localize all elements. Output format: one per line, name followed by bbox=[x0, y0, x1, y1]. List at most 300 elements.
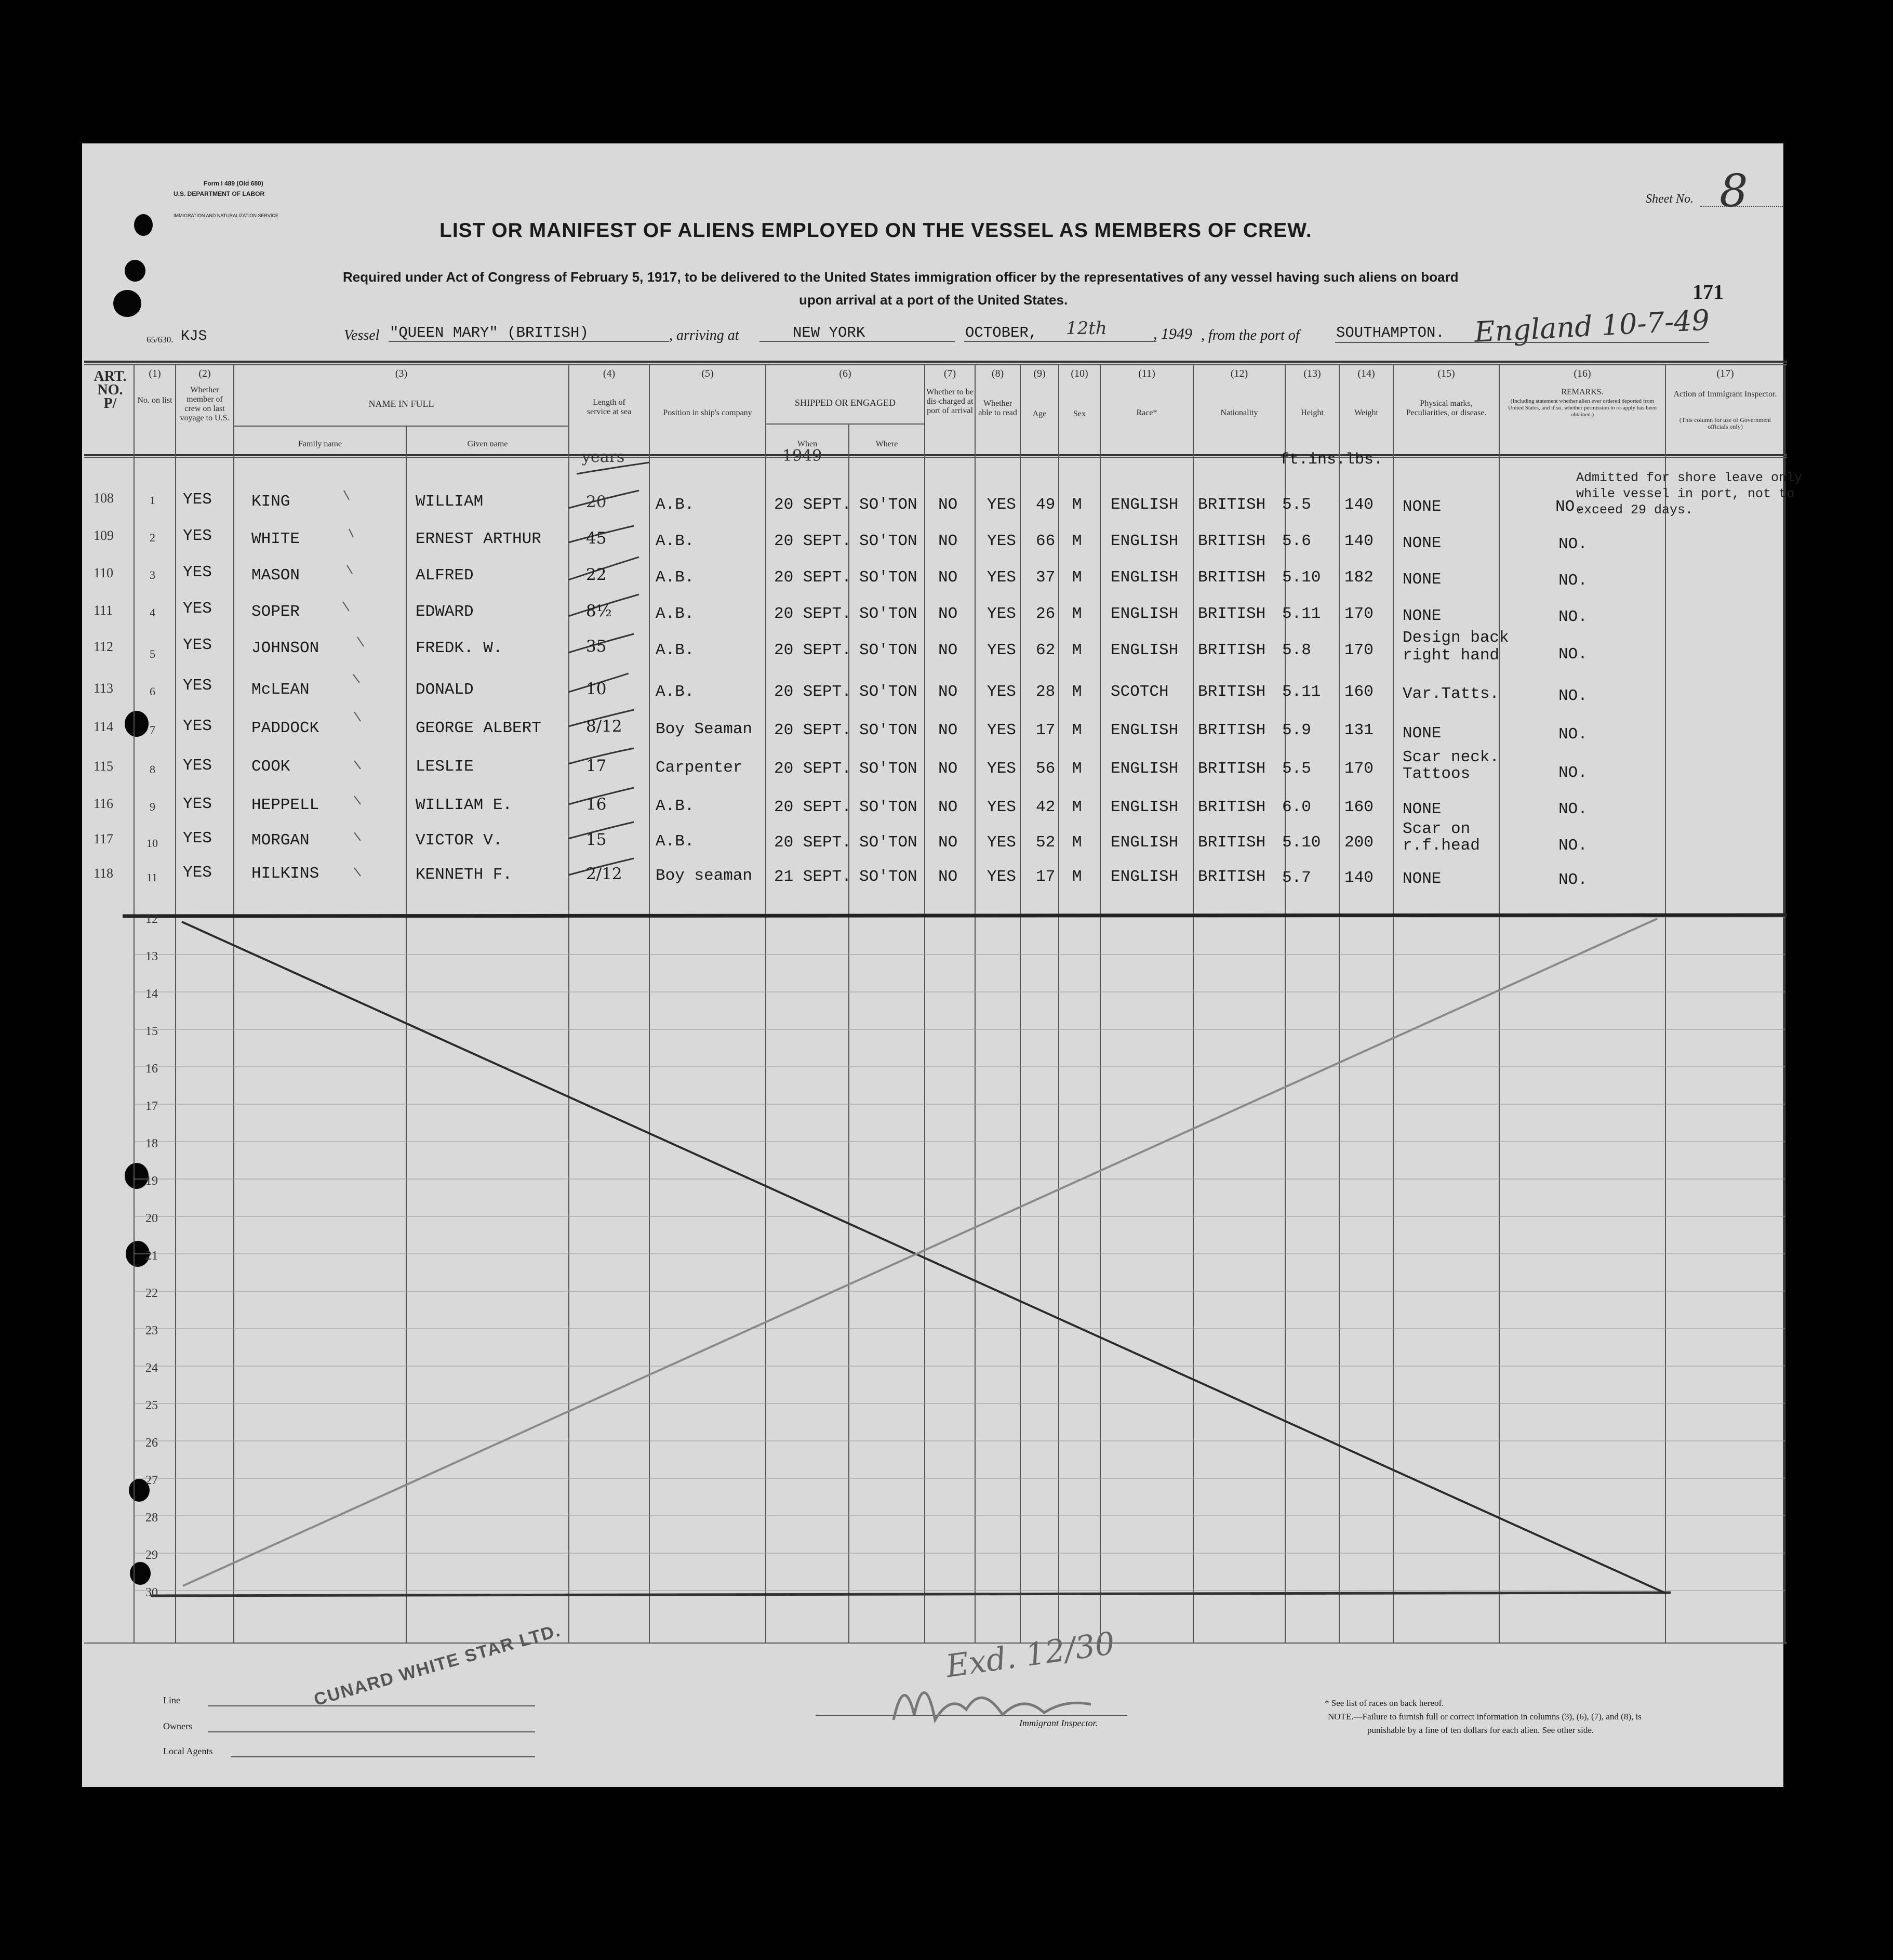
header-num-17: (17) bbox=[1716, 368, 1734, 379]
position: A.B. bbox=[656, 496, 695, 514]
shipped-where: SO'TON bbox=[859, 532, 917, 550]
given-name: WILLIAM bbox=[416, 493, 484, 511]
art-number: 118 bbox=[94, 866, 114, 881]
header-num-9: (9) bbox=[1033, 368, 1046, 379]
position: Boy seaman bbox=[656, 867, 753, 885]
shipped-where: SO'TON bbox=[859, 683, 917, 701]
age: 28 bbox=[1036, 683, 1056, 701]
vessel-label: Vessel bbox=[344, 327, 380, 343]
race: ENGLISH bbox=[1111, 496, 1179, 514]
header-num-16: (16) bbox=[1574, 368, 1591, 379]
list-number: 8 bbox=[150, 763, 155, 776]
line-number: 14 bbox=[145, 987, 158, 1001]
sex: M bbox=[1072, 641, 1082, 659]
nationality: BRITISH bbox=[1198, 721, 1266, 739]
race: ENGLISH bbox=[1111, 760, 1179, 778]
position: A.B. bbox=[656, 797, 695, 815]
remarks: NO. bbox=[1558, 764, 1588, 782]
art-number: 116 bbox=[94, 796, 114, 811]
physical-marks: Scar neck. bbox=[1403, 748, 1500, 766]
weight: 140 bbox=[1344, 869, 1374, 887]
art-number: 114 bbox=[94, 719, 114, 734]
weight: 170 bbox=[1344, 641, 1374, 659]
line-number: 15 bbox=[145, 1025, 158, 1038]
service-length: 8/12 bbox=[586, 717, 622, 736]
given-name: ALFRED bbox=[416, 566, 474, 585]
family-name: HEPPELL bbox=[251, 796, 319, 814]
footer-note-penalty: NOTE.—Failure to furnish full or correct information in columns (3), (6), (7), and (8), is bbox=[1328, 1712, 1642, 1721]
handwritten-origin-date: England 10-7-49 bbox=[1473, 303, 1711, 349]
art-number: 115 bbox=[94, 759, 114, 774]
height: 5.6 bbox=[1282, 532, 1311, 550]
able-to-read: YES bbox=[987, 683, 1016, 701]
line-number: 21 bbox=[145, 1249, 158, 1263]
shipped-where: SO'TON bbox=[859, 760, 917, 778]
sex: M bbox=[1072, 683, 1082, 701]
service-length: 15 bbox=[586, 830, 607, 849]
discharged: NO bbox=[938, 605, 958, 623]
header-inspector-action: Action of Immigrant Inspector. bbox=[1673, 390, 1777, 399]
height: 5.9 bbox=[1282, 721, 1311, 739]
age: 62 bbox=[1036, 641, 1056, 659]
form-number: Form I 489 (Old 680) bbox=[204, 180, 263, 187]
family-name: WHITE bbox=[251, 530, 300, 548]
arrival-month: OCTOBER, bbox=[965, 324, 1038, 341]
arriving-label: , arriving at bbox=[669, 327, 739, 343]
discharged: NO bbox=[938, 833, 958, 852]
line-number: 26 bbox=[145, 1436, 158, 1450]
nationality: BRITISH bbox=[1198, 833, 1266, 852]
list-number: 2 bbox=[150, 531, 155, 544]
height: 6.0 bbox=[1282, 798, 1311, 816]
weight: 182 bbox=[1344, 568, 1374, 587]
service-length: 10 bbox=[586, 680, 607, 698]
list-number: 7 bbox=[150, 723, 155, 736]
given-name: ERNEST ARTHUR bbox=[416, 530, 541, 548]
crew-last-voyage: YES bbox=[183, 717, 212, 735]
footer-note-penalty-2: punishable by a fine of ten dollars for each alien. See other side. bbox=[1367, 1725, 1594, 1735]
shipped-when: 20 SEPT. bbox=[774, 568, 851, 587]
page-title: LIST OR MANIFEST OF ALIENS EMPLOYED ON THE VESSEL AS MEMBERS OF CREW. bbox=[439, 219, 1312, 242]
sex: M bbox=[1072, 868, 1082, 886]
crew-last-voyage: YES bbox=[183, 563, 212, 581]
vessel-name: "QUEEN MARY" (BRITISH) bbox=[390, 324, 589, 341]
race: ENGLISH bbox=[1111, 568, 1179, 587]
art-number: 110 bbox=[94, 565, 114, 580]
weight: 200 bbox=[1344, 833, 1374, 852]
shipped-when: 20 SEPT. bbox=[774, 532, 851, 550]
footer-owners-label: Owners bbox=[163, 1721, 192, 1731]
header-length-of-service: Length of service at sea bbox=[586, 398, 632, 416]
age: 42 bbox=[1036, 798, 1056, 816]
crew-last-voyage: YES bbox=[183, 829, 212, 847]
line-number: 29 bbox=[145, 1548, 158, 1562]
list-number: 9 bbox=[150, 800, 155, 813]
remark-shore-leave: Admitted for shore leave only while vessel in port, not to exceed 29 days. bbox=[1576, 470, 1803, 518]
height: 5.5 bbox=[1282, 496, 1311, 514]
age: 26 bbox=[1036, 605, 1056, 623]
list-number: 3 bbox=[150, 568, 155, 581]
physical-marks: NONE bbox=[1403, 607, 1442, 625]
sex: M bbox=[1072, 568, 1082, 587]
discharged: NO bbox=[938, 568, 958, 587]
shipped-when: 20 SEPT. bbox=[774, 496, 851, 514]
shipped-when: 21 SEPT. bbox=[774, 868, 851, 886]
physical-marks: Design back bbox=[1403, 629, 1509, 647]
able-to-read: YES bbox=[987, 833, 1016, 852]
header-sex: Sex bbox=[1073, 409, 1086, 418]
remarks: NO. bbox=[1558, 572, 1588, 590]
shipped-where: SO'TON bbox=[859, 798, 917, 816]
physical-marks: NONE bbox=[1403, 724, 1442, 743]
able-to-read: YES bbox=[987, 721, 1016, 739]
discharged: NO bbox=[938, 760, 958, 778]
age: 56 bbox=[1036, 760, 1056, 778]
arrival-year: , 1949 bbox=[1153, 325, 1192, 342]
height: 5.11 bbox=[1282, 683, 1321, 701]
sex: M bbox=[1072, 798, 1082, 816]
list-number: 10 bbox=[146, 837, 158, 850]
given-name: DONALD bbox=[416, 681, 474, 699]
sex: M bbox=[1072, 833, 1082, 852]
physical-marks: Scar on bbox=[1403, 820, 1471, 838]
header-position: Position in ship's company bbox=[663, 408, 752, 417]
nationality: BRITISH bbox=[1198, 641, 1266, 659]
footer-note-races: * See list of races on back hereof. bbox=[1325, 1698, 1444, 1708]
footer-line-rule bbox=[208, 1705, 535, 1706]
able-to-read: YES bbox=[987, 532, 1016, 550]
nationality: BRITISH bbox=[1198, 868, 1266, 886]
nationality: BRITISH bbox=[1198, 683, 1266, 701]
family-name: JOHNSON bbox=[251, 639, 319, 657]
able-to-read: YES bbox=[987, 568, 1016, 587]
line-number: 23 bbox=[145, 1324, 158, 1337]
header-remarks-note: (Including statement whether alien ever ordered deported from United States, and if so, whether permission to re-apply has been obtained.) bbox=[1508, 398, 1657, 418]
sheet-number: 8 bbox=[1719, 165, 1748, 217]
header-height: Height bbox=[1301, 408, 1324, 417]
age: 52 bbox=[1036, 833, 1056, 852]
remarks: NO. bbox=[1558, 535, 1588, 553]
physical-marks: NONE bbox=[1403, 571, 1442, 589]
family-name: MORGAN bbox=[251, 831, 310, 850]
service-length: 16 bbox=[586, 795, 607, 814]
header-num-15: (15) bbox=[1437, 368, 1455, 379]
physical-marks: Var.Tatts. bbox=[1403, 685, 1500, 703]
position: Boy Seaman bbox=[656, 720, 753, 738]
race: ENGLISH bbox=[1111, 868, 1179, 886]
header-num-7: (7) bbox=[943, 368, 956, 379]
sex: M bbox=[1072, 760, 1082, 778]
height: 5.7 bbox=[1282, 869, 1311, 887]
shipped-where: SO'TON bbox=[859, 496, 917, 514]
shipped-when: 20 SEPT. bbox=[774, 798, 851, 816]
header-num-1: (1) bbox=[149, 368, 161, 379]
given-name: KENNETH F. bbox=[416, 866, 513, 884]
shipped-where: SO'TON bbox=[859, 568, 917, 587]
position: Carpenter bbox=[656, 759, 743, 777]
given-name: FREDK. W. bbox=[416, 639, 503, 657]
unit-years: years bbox=[582, 448, 625, 466]
discharged: NO bbox=[938, 641, 958, 659]
line-number: 17 bbox=[145, 1100, 158, 1113]
cunard-stamp: CUNARD WHITE STAR LTD. bbox=[312, 1620, 563, 1710]
sex: M bbox=[1072, 532, 1082, 550]
header-age: Age bbox=[1032, 409, 1047, 418]
shipped-when: 20 SEPT. bbox=[774, 721, 851, 739]
remarks: NO. bbox=[1555, 498, 1584, 516]
crew-last-voyage: YES bbox=[183, 757, 212, 775]
from-port-label: , from the port of bbox=[1201, 327, 1300, 343]
art-number: 108 bbox=[94, 491, 114, 506]
height: 5.10 bbox=[1282, 833, 1321, 852]
file-reference: 65/630. bbox=[146, 335, 174, 345]
physical-marks: NONE bbox=[1403, 498, 1442, 516]
header-num-10: (10) bbox=[1071, 368, 1088, 379]
discharged: NO bbox=[938, 868, 958, 886]
shipped-where: SO'TON bbox=[859, 868, 917, 886]
sheet-label: Sheet No. bbox=[1646, 192, 1694, 206]
line-number: 12 bbox=[145, 912, 158, 926]
header-given-name: Given name bbox=[467, 440, 508, 448]
given-name: GEORGE ALBERT bbox=[416, 719, 541, 737]
line-number: 19 bbox=[145, 1174, 158, 1188]
discharged: NO bbox=[938, 683, 958, 701]
shipped-when: 20 SEPT. bbox=[774, 605, 851, 623]
footer-agents-label: Local Agents bbox=[163, 1746, 213, 1756]
subtitle-line-2: upon arrival at a port of the United States. bbox=[799, 292, 1068, 308]
header-able-to-read: Whether able to read bbox=[978, 399, 1017, 417]
remarks: NO. bbox=[1558, 800, 1588, 818]
header-no-on-list: No. on list bbox=[137, 396, 172, 405]
nationality: BRITISH bbox=[1198, 605, 1266, 623]
family-name: HILKINS bbox=[251, 865, 319, 883]
header-crew-last-voyage: Whether member of crew on last voyage to U.S. bbox=[180, 386, 230, 422]
line-number: 20 bbox=[145, 1212, 158, 1225]
footer-owners-rule bbox=[208, 1731, 535, 1732]
age: 37 bbox=[1036, 568, 1056, 587]
physical-marks: NONE bbox=[1403, 870, 1442, 888]
shipped-when: 20 SEPT. bbox=[774, 683, 851, 701]
height: 5.5 bbox=[1282, 760, 1311, 778]
height: 5.8 bbox=[1282, 641, 1311, 659]
header-where: Where bbox=[875, 440, 898, 448]
age: 49 bbox=[1036, 496, 1056, 514]
header-num-5: (5) bbox=[701, 368, 714, 379]
physical-marks: NONE bbox=[1403, 534, 1442, 552]
header-art-no: ART. NO. P/ bbox=[94, 368, 127, 412]
line-number: 24 bbox=[145, 1361, 158, 1375]
unit-height-weight: ft.ins.lbs. bbox=[1280, 451, 1383, 469]
weight: 160 bbox=[1344, 683, 1374, 701]
position: A.B. bbox=[656, 605, 695, 623]
able-to-read: YES bbox=[987, 605, 1016, 623]
shipped-when: 20 SEPT. bbox=[774, 760, 851, 778]
header-physical-marks: Physical marks, Peculiarities, or disease. bbox=[1406, 399, 1487, 417]
header-weight: Weight bbox=[1354, 408, 1378, 417]
remarks: NO. bbox=[1558, 687, 1588, 705]
physical-marks: NONE bbox=[1403, 800, 1442, 818]
position: A.B. bbox=[656, 568, 695, 587]
service-length: 8½ bbox=[586, 602, 612, 620]
position: A.B. bbox=[656, 532, 695, 550]
service-length: 35 bbox=[586, 637, 607, 656]
header-num-13: (13) bbox=[1303, 368, 1321, 379]
family-name: MASON bbox=[251, 566, 300, 585]
position: A.B. bbox=[656, 641, 695, 659]
shipped-where: SO'TON bbox=[859, 721, 917, 739]
arrival-port: NEW YORK bbox=[793, 324, 865, 341]
weight: 160 bbox=[1344, 798, 1374, 816]
shipped-when: 20 SEPT. bbox=[774, 641, 851, 659]
crew-last-voyage: YES bbox=[183, 527, 212, 545]
from-port: SOUTHAMPTON. bbox=[1336, 324, 1445, 341]
remarks: NO. bbox=[1558, 837, 1588, 855]
line-number: 18 bbox=[145, 1137, 158, 1150]
art-number: 109 bbox=[94, 528, 114, 543]
weight: 131 bbox=[1344, 721, 1374, 739]
list-number: 6 bbox=[150, 685, 155, 698]
inspector-label: Immigrant Inspector. bbox=[1019, 1718, 1098, 1728]
discharged: NO bbox=[938, 532, 958, 550]
weight: 170 bbox=[1344, 605, 1374, 623]
weight: 140 bbox=[1344, 532, 1374, 550]
list-number: 11 bbox=[146, 871, 158, 884]
crew-last-voyage: YES bbox=[183, 491, 212, 509]
art-number: 113 bbox=[94, 681, 114, 696]
able-to-read: YES bbox=[987, 496, 1016, 514]
crew-last-voyage: YES bbox=[183, 600, 212, 618]
line-number: 25 bbox=[145, 1399, 158, 1412]
given-name: WILLIAM E. bbox=[416, 796, 513, 814]
given-name: LESLIE bbox=[416, 758, 474, 776]
footer-line-label: Line bbox=[163, 1695, 180, 1705]
service-length: 20 bbox=[586, 493, 607, 511]
header-num-6: (6) bbox=[839, 368, 851, 379]
nationality: BRITISH bbox=[1198, 496, 1266, 514]
nationality: BRITISH bbox=[1198, 568, 1266, 587]
shipped-where: SO'TON bbox=[859, 641, 917, 659]
able-to-read: YES bbox=[987, 868, 1016, 886]
service-length: 17 bbox=[586, 757, 607, 775]
header-name-in-full: NAME IN FULL bbox=[368, 399, 434, 409]
position: A.B. bbox=[656, 683, 695, 701]
art-number: 111 bbox=[94, 603, 113, 618]
list-number: 4 bbox=[150, 606, 155, 619]
family-name: COOK bbox=[251, 758, 290, 776]
line-number: 22 bbox=[145, 1287, 158, 1300]
age: 17 bbox=[1036, 721, 1056, 739]
sex: M bbox=[1072, 721, 1082, 739]
line-number: 27 bbox=[145, 1474, 158, 1487]
remarks: NO. bbox=[1558, 608, 1588, 626]
header-when: When bbox=[797, 440, 818, 448]
footer-agents-rule bbox=[231, 1756, 535, 1757]
service-length: 45 bbox=[586, 529, 607, 548]
weight: 140 bbox=[1344, 496, 1374, 514]
list-number: 5 bbox=[150, 647, 155, 660]
sex: M bbox=[1072, 496, 1082, 514]
family-name: SOPER bbox=[251, 603, 300, 621]
remarks: NO. bbox=[1558, 871, 1588, 889]
remarks: NO. bbox=[1558, 645, 1588, 664]
discharged: NO bbox=[938, 496, 958, 514]
physical-marks-line-2: right hand bbox=[1403, 646, 1500, 665]
sex: M bbox=[1072, 605, 1082, 623]
shipped-where: SO'TON bbox=[859, 833, 917, 852]
header-num-12: (12) bbox=[1230, 368, 1248, 379]
header-num-3: (3) bbox=[395, 368, 408, 379]
race: SCOTCH bbox=[1111, 683, 1169, 701]
arrival-day: 12th bbox=[1066, 318, 1107, 339]
race: ENGLISH bbox=[1111, 798, 1179, 816]
age: 66 bbox=[1036, 532, 1056, 550]
crew-last-voyage: YES bbox=[183, 864, 212, 882]
discharged: NO bbox=[938, 721, 958, 739]
able-to-read: YES bbox=[987, 641, 1016, 659]
nationality: BRITISH bbox=[1198, 798, 1266, 816]
list-number: 1 bbox=[150, 494, 155, 507]
given-name: EDWARD bbox=[416, 603, 474, 621]
weight: 170 bbox=[1344, 760, 1374, 778]
height: 5.10 bbox=[1282, 568, 1321, 587]
family-name: McLEAN bbox=[251, 681, 310, 699]
header-num-4: (4) bbox=[603, 368, 616, 379]
header-num-2: (2) bbox=[198, 368, 211, 379]
nationality: BRITISH bbox=[1198, 532, 1266, 550]
unit-year-shipped: 1949 bbox=[782, 447, 822, 465]
shipped-where: SO'TON bbox=[859, 605, 917, 623]
race: ENGLISH bbox=[1111, 641, 1179, 659]
subtitle-line-1: Required under Act of Congress of February 5, 1917, to be delivered to the United States immigration officer by the representatives of any vessel having such aliens on board bbox=[343, 269, 1459, 285]
stamp-number: 171 bbox=[1692, 280, 1724, 303]
header-num-14: (14) bbox=[1357, 368, 1375, 379]
able-to-read: YES bbox=[987, 760, 1016, 778]
age: 17 bbox=[1036, 868, 1056, 886]
line-number: 30 bbox=[145, 1586, 158, 1599]
race: ENGLISH bbox=[1111, 532, 1179, 550]
header-discharged: Whether to be dis-charged at port of arrival bbox=[926, 388, 974, 415]
line-number: 16 bbox=[145, 1062, 158, 1076]
height: 5.11 bbox=[1282, 605, 1321, 623]
service-length: 2/12 bbox=[586, 865, 622, 883]
nationality: BRITISH bbox=[1198, 760, 1266, 778]
service-name: IMMIGRATION AND NATURALIZATION SERVICE bbox=[174, 213, 278, 218]
department-name: U.S. DEPARTMENT OF LABOR bbox=[174, 190, 265, 197]
clerk-initials: KJS bbox=[181, 328, 207, 345]
shipped-when: 20 SEPT. bbox=[774, 833, 851, 852]
header-num-8: (8) bbox=[991, 368, 1004, 379]
art-number: 117 bbox=[94, 831, 114, 846]
physical-marks-line-2: r.f.head bbox=[1403, 837, 1480, 855]
physical-marks-line-2: Tattoos bbox=[1403, 765, 1471, 783]
crew-last-voyage: YES bbox=[183, 795, 212, 813]
position: A.B. bbox=[656, 832, 695, 851]
art-number: 112 bbox=[94, 639, 114, 654]
header-num-11: (11) bbox=[1138, 368, 1155, 379]
crew-last-voyage: YES bbox=[183, 677, 212, 695]
family-name: PADDOCK bbox=[251, 719, 319, 737]
header-family-name: Family name bbox=[298, 440, 342, 448]
inspector-examined-note: Exd. 12/30 bbox=[943, 1625, 1117, 1685]
line-number: 13 bbox=[145, 950, 158, 963]
given-name: VICTOR V. bbox=[416, 831, 503, 850]
able-to-read: YES bbox=[987, 798, 1016, 816]
crew-last-voyage: YES bbox=[183, 636, 212, 654]
family-name: KING bbox=[251, 493, 290, 511]
header-shipped-or-engaged: SHIPPED OR ENGAGED bbox=[794, 398, 896, 408]
line-number: 28 bbox=[145, 1511, 158, 1525]
race: ENGLISH bbox=[1111, 833, 1179, 852]
